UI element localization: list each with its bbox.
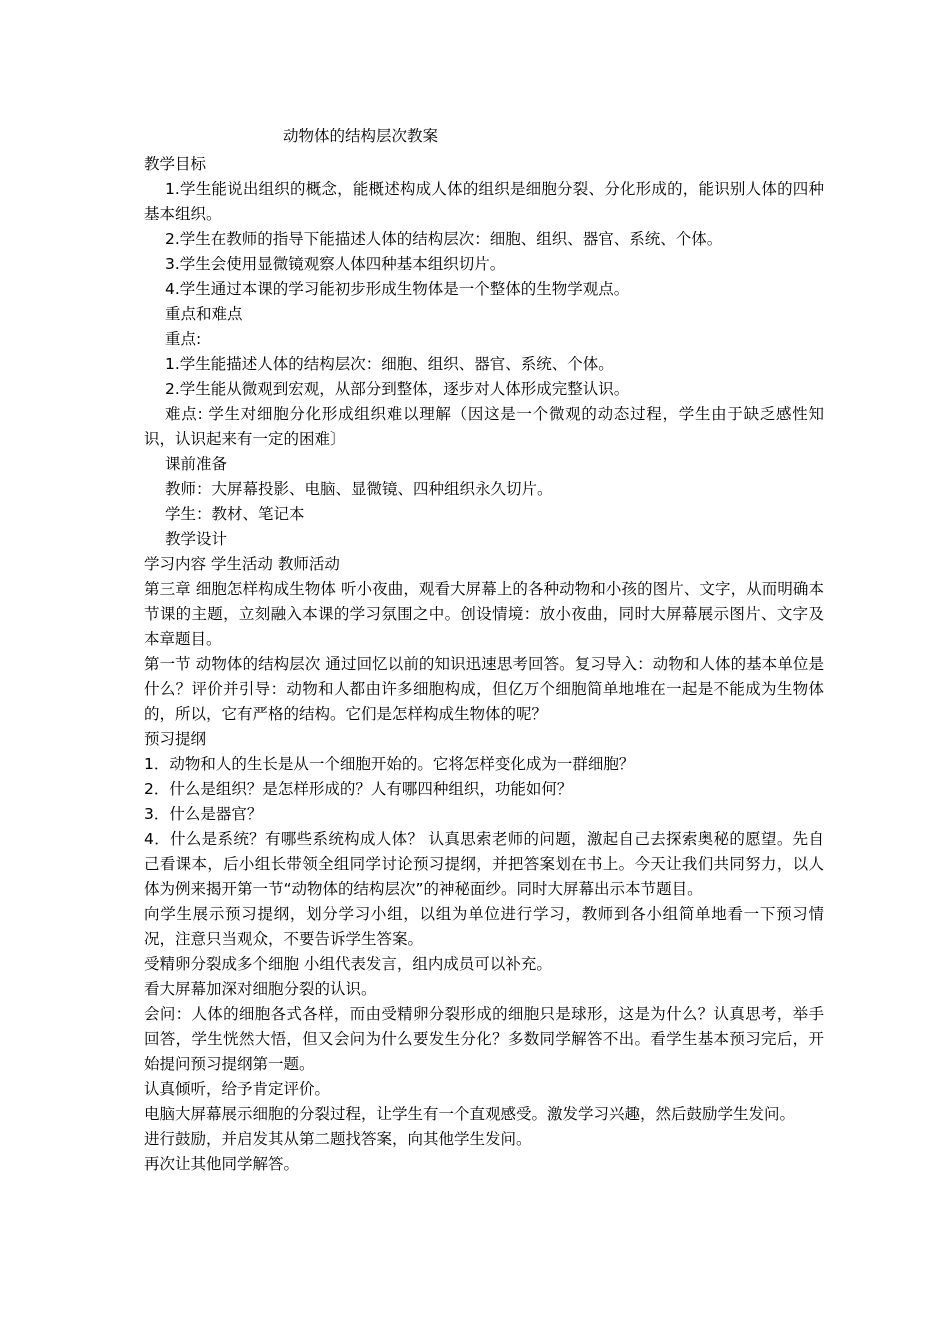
body-paragraph: 看大屏幕加深对细胞分裂的认识。 xyxy=(144,980,377,998)
columns-line: 学习内容 学生活动 教师活动 xyxy=(144,555,340,573)
body-paragraph: 认真倾听，给予肯定评价。 xyxy=(144,1080,331,1098)
body-paragraph: 进行鼓励，并启发其从第二题找答案，向其他学生发问。 xyxy=(144,1130,532,1148)
preparation-heading: 课前准备 xyxy=(165,455,228,473)
body-paragraph: 受精卵分裂成多个细胞 小组代表发言，组内成员可以补充。 xyxy=(144,955,552,973)
objective-3: 3.学生会使用显微镜观察人体四种基本组织切片。 xyxy=(165,255,506,273)
outline-item-2: 2．什么是组织？是怎样形成的？人有哪四种组织，功能如何？ xyxy=(144,780,573,798)
student-preparation: 学生：教材、笔记本 xyxy=(165,505,305,523)
objective-1: 1.学生能说出组织的概念，能概述构成人体的组织是细胞分裂、分化形成的，能识别人体的四种基本组织。 xyxy=(144,180,824,223)
body-paragraph: 第一节 动物体的结构层次 通过回忆以前的知识迅速思考回答。复习导入：动物和人体的基本单位是什么？评价并引导：动物和人都由许多细胞构成，但亿万个细胞简单地堆在一起是不能成为生物体的，所以，它有严格的结构。它们是怎样构成生物体的呢？ xyxy=(144,655,824,723)
design-heading: 教学设计 xyxy=(165,530,228,548)
outline-item-4: 4．什么是系统？有哪些系统构成人体？ 认真思索老师的问题，激起自己去探索奥秘的愿望。先自己看课本，后小组长带领全组同学讨论预习提纲，并把答案划在书上。今天让我们共同努力，以人体为例来揭开第一节“动物体的结构层次”的神秘面纱。同时大屏幕出示本节题目。 xyxy=(144,830,824,898)
document-title: 动物体的结构层次教案 xyxy=(283,127,439,145)
difficulty-paragraph: 难点: 学生对细胞分化形成组织难以理解（因这是一个微观的动态过程，学生由于缺乏感性知识，认识起来有一定的困难〕 xyxy=(144,405,824,448)
outline-item-1: 1．动物和人的生长是从一个细胞开始的。它将怎样变化成为一群细胞？ xyxy=(144,755,635,773)
teacher-preparation: 教师：大屏幕投影、电脑、显微镜、四种组织永久切片。 xyxy=(165,480,553,498)
body-paragraph: 再次让其他同学解答。 xyxy=(144,1155,300,1173)
keypoints-label: 重点: xyxy=(165,330,202,348)
body-paragraph: 会问：人体的细胞各式各样，而由受精卵分裂形成的细胞只是球形，这是为什么？认真思考，举手回答，学生恍然大悟，但又会问为什么要发生分化？多数同学解答不出。看学生基本预习完后，开始提问预习提纲第一题。 xyxy=(144,1005,824,1073)
outline-item-3: 3．什么是器官？ xyxy=(144,805,263,823)
objective-2: 2.学生在教师的指导下能描述人体的结构层次：细胞、组织、器官、系统、个体。 xyxy=(165,230,723,248)
body-paragraph: 电脑大屏幕展示细胞的分裂过程，让学生有一个直观感受。激发学习兴趣，然后鼓励学生发问。 xyxy=(144,1105,796,1123)
body-paragraph: 向学生展示预习提纲，划分学习小组，以组为单位进行学习，教师到各小组简单地看一下预习情况，注意只当观众，不要告诉学生答案。 xyxy=(144,905,824,948)
keypoint-1: 1.学生能描述人体的结构层次：细胞、组织、器官、系统、个体。 xyxy=(165,355,614,373)
objective-4: 4.学生通过本课的学习能初步形成生物体是一个整体的生物学观点。 xyxy=(165,280,630,298)
keypoint-2: 2.学生能从微观到宏观，从部分到整体，逐步对人体形成完整认识。 xyxy=(165,380,630,398)
outline-heading: 预习提纲 xyxy=(144,730,207,748)
objectives-heading: 教学目标 xyxy=(144,155,207,173)
document-page xyxy=(144,124,824,1177)
keypoints-heading: 重点和难点 xyxy=(165,305,243,323)
body-paragraph: 第三章 细胞怎样构成生物体 听小夜曲，观看大屏幕上的各种动物和小孩的图片、文字，从而明确本节课的主题，立刻融入本课的学习氛围之中。创设情境：放小夜曲，同时大屏幕展示图片、文字及本章题目。 xyxy=(144,580,824,648)
